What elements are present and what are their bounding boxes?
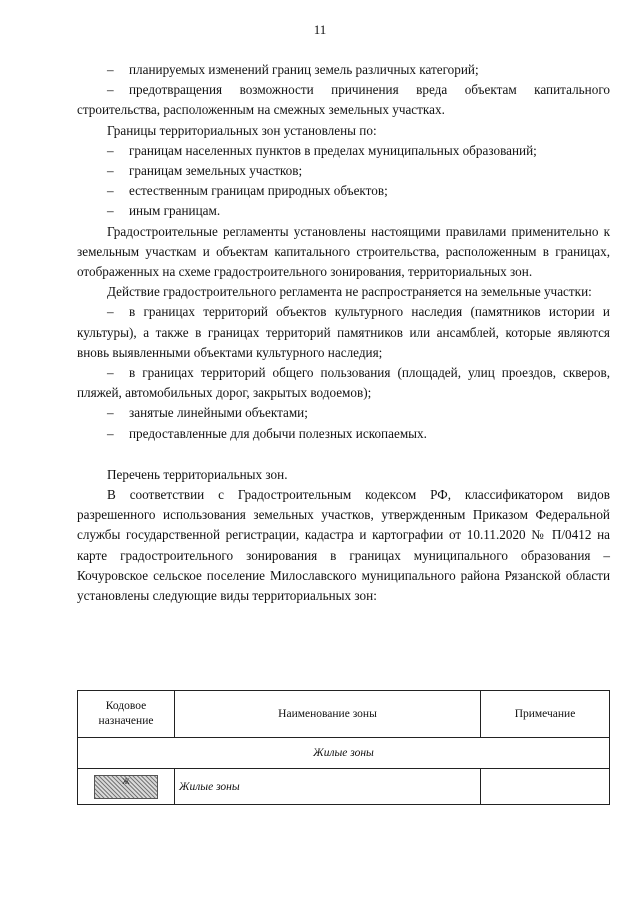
dash-marker: – [107, 304, 114, 320]
header-note: Примечание [481, 691, 610, 738]
dash-marker: – [107, 183, 114, 199]
list-item [77, 363, 610, 403]
dash-marker: – [107, 365, 114, 381]
zone-code: Ж [122, 776, 130, 786]
list-item [107, 403, 610, 423]
zone-name-cell: Жилые зоны [175, 769, 481, 805]
hatch-swatch-icon [94, 775, 158, 799]
list-item-text: естественным границам природных объектов; [129, 183, 388, 199]
zones-list-heading: Перечень территориальных зон. [107, 466, 288, 482]
table-group-row [78, 738, 610, 769]
zone-code-cell [78, 769, 175, 805]
list-item-text: в границах территорий объектов культурного наследия (памятников истории и культуры), а также в границах территорий памятников или ансамблей, которые являются вновь выявленными объектами культурного наследия; [77, 304, 610, 360]
dash-marker: – [107, 163, 114, 179]
list-item [107, 60, 610, 80]
spacer [77, 444, 610, 465]
list-item [77, 80, 610, 120]
accordance-paragraph: В соответствии с Градостроительным кодексом РФ, классификатором видов разрешенного использования земельных участков, утвержденным Приказом Федеральной службы государственной регистрации, кадастра и картографии от 10.11.2020 № П/0412 на карте градостроительного зонирования в границах муниципального образования – Кочуровское сельское поселение Милославского муниципального района Рязанской области установлены следующие виды территориальных зон: [77, 487, 610, 604]
list-item-text: предоставленные для добычи полезных ископаемых. [129, 425, 427, 441]
list-item [107, 141, 610, 161]
dash-marker: – [107, 425, 114, 441]
borders-heading: Границы территориальных зон установлены по: [107, 122, 377, 138]
list-item-text: границам населенных пунктов в пределах муниципальных образований; [129, 142, 537, 158]
zones-table [77, 690, 610, 805]
list-item-text: планируемых изменений границ земель различных категорий; [129, 62, 479, 77]
table-row [78, 769, 610, 805]
list-item-text: предотвращения возможности причинения вреда объектам капитального строительства, расположенным на смежных земельных участках. [77, 82, 610, 118]
dash-marker: – [107, 142, 114, 158]
dash-marker: – [107, 82, 114, 98]
dash-marker: – [107, 203, 114, 219]
list-item [107, 161, 610, 181]
table-header-row [78, 691, 610, 738]
document-body [77, 60, 610, 606]
list-item-text: границам земельных участков; [129, 163, 303, 179]
regulations-paragraph: Градостроительные регламенты установлены настоящими правилами применительно к земельным участкам и объектам капитального строительства, расположенным в границах, отображенных на схеме градостроительного зонирования, территориальных зон. [77, 223, 610, 280]
page-number: 11 [313, 22, 327, 37]
header-name: Наименование зоны [175, 691, 481, 738]
list-item [107, 201, 610, 221]
group-residential: Жилые зоны [78, 738, 610, 769]
list-item-text: занятые линейными объектами; [129, 405, 308, 421]
header-code: Кодовое назначение [78, 691, 175, 738]
dash-marker: – [107, 405, 114, 421]
list-item-text: в границах территорий общего пользования (площадей, улиц проездов, скверов, пляжей, автомобильных дорог, закрытых водоемов); [77, 365, 610, 401]
list-item [107, 181, 610, 201]
dash-marker: – [107, 62, 114, 77]
list-item [77, 302, 610, 363]
list-item-text: иным границам. [129, 203, 221, 219]
not-apply-paragraph: Действие градостроительного регламента не распространяется на земельные участки: [107, 284, 592, 300]
zone-note-cell [481, 769, 610, 805]
list-item [107, 424, 610, 444]
